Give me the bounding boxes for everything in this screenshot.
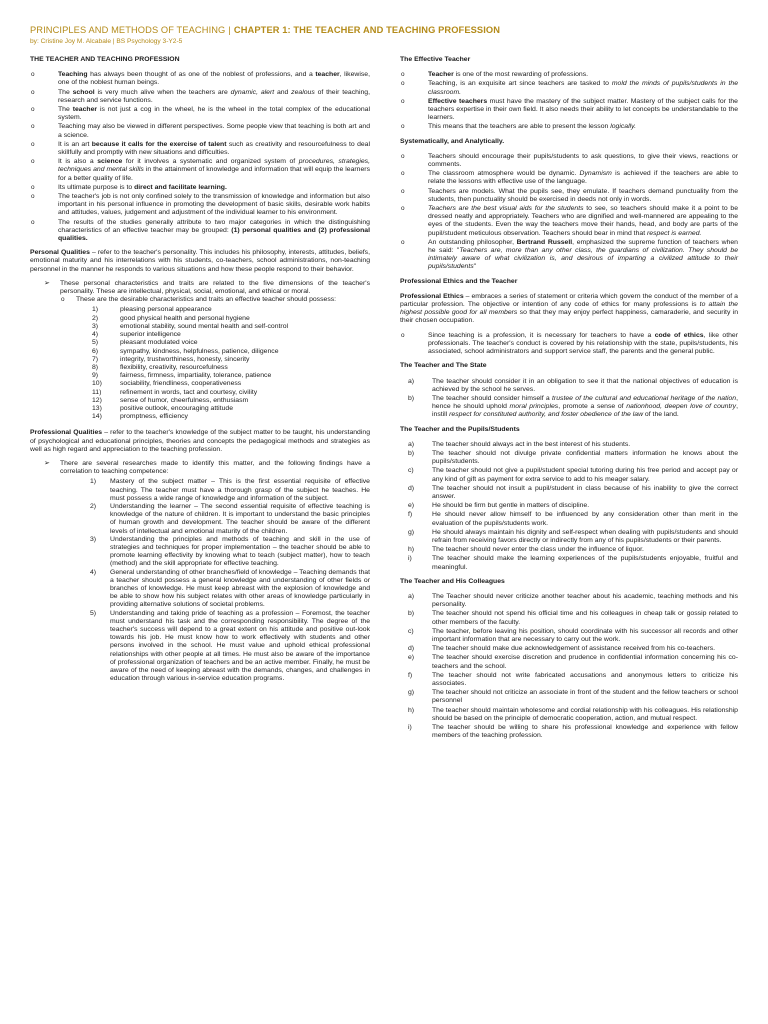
list-item: 13) positive outlook, encouraging attitude bbox=[92, 404, 233, 412]
list-item: 1) pleasing personal appearance bbox=[92, 306, 212, 314]
list-item: o The teacher is not just a cog in the wheel, he is the wheel in the total complex of the educational system. bbox=[30, 106, 370, 122]
desirable-traits-intro: These are the desirable characteristics and traits an effective teacher should possess: bbox=[76, 296, 337, 304]
list-item: g) The teacher should not criticize an associate in front of the student and the fellow teachers or school personnel bbox=[408, 689, 738, 705]
list-item: h) The teacher should maintain wholesome and cordial relationship with his colleagues. His relationship should be based on the principle of democratic cooperation, action, and mutual respect. bbox=[408, 706, 738, 722]
personal-qualities-list bbox=[30, 280, 370, 421]
professional-qualities-paragraph bbox=[30, 429, 370, 454]
section-title-effective-teacher: The Effective Teacher bbox=[400, 56, 471, 63]
list-item bbox=[60, 296, 370, 421]
list-item: o Teaching, is an exquisite art since teachers are tasked to mold the minds of pupils/students in the classroom. bbox=[400, 80, 738, 96]
list-item: e) He should be firm but gentle in matters of discipline. bbox=[408, 502, 590, 510]
list-item: o Teacher is one of the most rewarding of professions. bbox=[400, 71, 738, 79]
list-item: 9) fairness, firmness, impartiality, tolerance, patience bbox=[92, 372, 272, 380]
two-column-body bbox=[30, 56, 738, 1016]
personal-qualities-paragraph bbox=[30, 249, 370, 274]
professional-ethics-term: Professional Ethics bbox=[400, 292, 464, 300]
section-title-professional-ethics: Professional Ethics and the Teacher bbox=[400, 277, 518, 285]
list-item: f) He should never allow himself to be influenced by any consideration other than merit in the evaluation of the pupils/students work. bbox=[408, 511, 738, 527]
list-item: b) The teacher should not divulge private confidential matters information he knows about the pupils/students. bbox=[408, 449, 738, 466]
findings-intro: There are several researches made to identify this matter, and the following findings have a correlation to teaching competence: bbox=[60, 459, 370, 476]
list-item: a) The teacher should consider it in an obligation to see it that the national objectives of education is achieved by the school he serves. bbox=[408, 377, 738, 393]
list-item: o It is an art because it calls for the exercise of talent such as creativity and resourcefulness to deal skillfully and promptly with new situations and difficulties. bbox=[30, 141, 370, 157]
list-item: e) The teacher should exercise discretion and prudence in confidential information concerning his co-teachers and the school. bbox=[408, 654, 738, 670]
chapter-title: CHAPTER 1: THE TEACHER AND TEACHING PROFESSION bbox=[233, 25, 501, 35]
personal-qualities-term: Personal Qualities bbox=[30, 249, 90, 257]
list-item: o It is also a science for it involves a systematic and organized system of procedures, strategies, techniques and mental skills in the attainment of knowledge and information that will equip the learners for a better quality of life. bbox=[30, 158, 370, 183]
header-title-line bbox=[30, 24, 738, 36]
section-title-teacher-pupils: The Teacher and the Pupils/Students bbox=[400, 425, 520, 433]
personal-qualities-definition: – refer to the teacher's personality. This includes his philosophy, interests, attitudes, beliefs, emotional maturity and his interrelations with his students, co-teachers, school administrations, non-teaching personnel in the manner he responds to various situations and how these people respond to their behavior. bbox=[30, 249, 370, 273]
list-item: o Teaching may also be viewed in different perspectives. Some people view that teaching is both art and a science. bbox=[30, 123, 370, 139]
left-column bbox=[30, 56, 370, 689]
list-item: o An outstanding philosopher, Bertrand Russell, emphasized the supreme function of teachers when he said: "Teachers are, more than any other class, the guardians of civilization. They should be intimately aware of what civilization is, and desirous of imparting a civilized attitude to their pupils/students" bbox=[400, 239, 738, 272]
list-item: a) The teacher should always act in the best interest of his students. bbox=[408, 440, 631, 448]
author-byline: by: Cristine Joy M. Alcabale | BS Psychology 3-Y2-5 bbox=[30, 38, 183, 45]
list-item: 5) pleasant modulated voice bbox=[92, 339, 198, 347]
section-title-teacher-colleagues: The Teacher and His Colleagues bbox=[400, 577, 505, 585]
list-item: 4) General understanding of other branches/field of knowledge – Teaching demands that a teacher should possess a general knowledge and understanding of other fields or branches of knowledge. He must keep abreast with the explosion of knowledge and be able to show how his subject relates with other areas of knowledge particularly in providing alternative solutions of societal problems. bbox=[90, 568, 370, 609]
list-item: a) The Teacher should never criticize another teacher about his academic, teaching methods and his personality. bbox=[408, 592, 738, 609]
professional-ethics-paragraph: Professional Ethics – embraces a series of statement or criteria which govern the conduct of the member of a particular profession. The objective or intention of any code of ethics for many professions is to attain the highest possible good for all members so that they may enjoy perfect happiness, camaraderie, and security in their chosen occupation. bbox=[400, 292, 739, 325]
professional-qualities-definition: – refer to the teacher's knowledge of the subject matter to be taught, his understanding of psychological and educational principles, theories and concepts the pedagogical methods and strategies as well as high regard and appreciation to the teaching profession. bbox=[30, 429, 370, 453]
list-item: d) The teacher should not insult a pupil/student in class because of his inability to give the correct answer. bbox=[408, 484, 738, 500]
teacher-state-list bbox=[400, 378, 738, 420]
list-item: i) The teacher should make the learning experiences of the pupils/students enjoyable, fruitful and meaningful. bbox=[408, 555, 738, 571]
list-item: o This means that the teachers are able to present the lesson logically. bbox=[400, 123, 738, 131]
teacher-profession-list bbox=[30, 71, 370, 243]
list-item: b) The teacher should consider himself a trustee of the cultural and educational heritage of the nation, hence he should uphold moral principles, promote a sense of nationhood, deepen love of country, instill respect for constituted authority, and foster obedience of the law of the land. bbox=[408, 394, 739, 419]
list-item: i) The teacher should be willing to share his professional knowledge and experience with fellow members of the teaching profession. bbox=[408, 724, 738, 740]
systematic-list bbox=[400, 153, 738, 272]
list-item: 3) Understanding the principles and methods of teaching and skill in the use of strategies and techniques for proper implementation – the teacher should be able to promote learning effectivity by knowing what to teach (subject matter), how to teach (method) and the skill appropriate for effective teaching. bbox=[90, 535, 370, 568]
list-item: 3) emotional stability, sound mental health and self-control bbox=[92, 322, 289, 330]
list-item: 1) Mastery of the subject matter – This is the first essential requisite of effective teaching. The teacher must have a thorough grasp of the subject he teaches. He must possess a wide range of knowledge and information of the subject. bbox=[90, 478, 370, 502]
personal-dimensions-text: These personal characteristics and traits are related to the five dimensions of the teacher's personality. These are intellectual, physical, social, emotional, and ethical or moral. bbox=[60, 279, 370, 296]
list-item: 6) sympathy, kindness, helpfulness, patience, diligence bbox=[92, 347, 279, 355]
professional-qualities-list bbox=[30, 460, 370, 683]
list-item bbox=[30, 280, 370, 421]
list-item: f) The teacher should not write fabricated accusations and anonymous letters to criticize his associates. bbox=[408, 671, 738, 687]
teacher-colleagues-list bbox=[400, 593, 738, 740]
right-column bbox=[400, 56, 738, 746]
list-item: 12) sense of humor, cheerfulness, enthusiasm bbox=[92, 396, 249, 404]
list-item: o Its ultimate purpose is to direct and facilitate learning. bbox=[30, 184, 370, 192]
list-item: 11) refinement in words, tact and courtesy, civility bbox=[92, 388, 258, 396]
list-item: o Since teaching is a profession, it is necessary for teachers to have a code of ethics, like other professionals. The teacher's conduct is covered by his relationship with the state, pupils/students, his associated, school administrators and support service staff, the parents and the general public. bbox=[400, 332, 738, 357]
section-title-systematic: Systematically, and Analytically. bbox=[400, 137, 505, 145]
list-item: o Teachers are models. What the pupils see, they emulate. If teachers demand punctuality from the students, then punctuality should be exercised in deeds not only in words. bbox=[400, 188, 738, 204]
section-title-teacher-profession: THE TEACHER AND TEACHING PROFESSION bbox=[30, 56, 180, 63]
list-item bbox=[30, 460, 370, 683]
course-title: PRINCIPLES AND METHODS OF TEACHING bbox=[30, 25, 226, 35]
list-item: h) The teacher should never enter the class under the influence of liquor. bbox=[408, 546, 644, 554]
effective-teacher-list bbox=[400, 71, 738, 131]
list-item: 10) sociability, friendliness, cooperativeness bbox=[92, 380, 242, 388]
list-item: b) The teacher should not spend his official time and his colleagues in cheap talk or gossip related to other members of the faculty. bbox=[408, 610, 738, 626]
list-item: 2) good physical health and personal hygiene bbox=[92, 314, 250, 322]
section-title-teacher-state: The Teacher and The State bbox=[400, 362, 487, 370]
list-item: 8) flexibility, creativity, resourcefulness bbox=[92, 363, 228, 371]
list-item: d) The teacher should make due acknowledgement of assistance received from his co-teachers. bbox=[408, 645, 716, 653]
ethics-list bbox=[400, 332, 738, 357]
list-item: 2) Understanding the learner – The second essential requisite of effective teaching is knowledge of the nature of children. It is important to understand the basic principles of human growth and development. The teacher should be aware of the different levels of intellectual and emotional maturity of the children. bbox=[90, 502, 370, 535]
list-item: c) The teacher should not give a pupil/student special tutoring during his free period and accept pay or any kind of gift as payment for extra service to add to his meager salary. bbox=[408, 467, 738, 483]
desirable-traits-list bbox=[60, 296, 370, 421]
list-item: 4) superior intelligence bbox=[92, 331, 181, 339]
list-item: o The classroom atmosphere would be dynamic. Dynamism is achieved if the teachers are able to relate the lessons with effective use of the language. bbox=[400, 170, 738, 186]
list-item: o The school is very much alive when the teachers are dynamic, alert and zealous of their teaching, research and service functions. bbox=[30, 89, 370, 105]
list-item: o Teaching has always been thought of as one of the noblest of professions, and a teacher, likewise, one of the noblest human beings. bbox=[30, 71, 370, 87]
list-item: 14) promptness, efficiency bbox=[92, 413, 188, 421]
list-item: o The results of the studies generally attribute to two major categories in which the distinguishing characteristics of an effective teacher may be grouped: (1) personal qualities and (2) professional qualities. bbox=[30, 219, 370, 244]
list-item: c) The teacher, before leaving his position, should coordinate with his successor all records and other important information that are necessary to carry out the work. bbox=[408, 627, 738, 643]
document-header bbox=[30, 24, 738, 48]
list-item: o The teacher's job is not only confined solely to the transmission of knowledge and information but also important in his personal influence in promoting the development of basic skills, desirable work habits and attitudes, values, judgement and adjustment of the individual learner to his environment. bbox=[30, 193, 370, 218]
list-item: o Effective teachers must have the mastery of the subject matter. Mastery of the subject calls for the teachers expertise in their own field. It also needs their ability to let concepts be understandable to the learners. bbox=[400, 98, 738, 123]
list-item: o Teachers should encourage their pupils/students to ask questions, to give their views, reactions or comments. bbox=[400, 153, 738, 169]
header-separator: | bbox=[228, 25, 231, 35]
list-item: 5) Understanding and taking pride of teaching as a profession – Foremost, the teacher must understand his task and the corresponding responsibility. The degree of the teacher's success will depend to a great extent on his attitude and positive out-look towards his job. He must know how to work effectively with students and other persons involved in the school. He must value and uphold ethical professional relationships with other people at all times. He must also be aware of the importance of professional organization of teachers and be an active member. Finally, he must be aware of the need of keeping abreast with the demands, changes, and challenges in education through various in-service education programs. bbox=[90, 609, 370, 683]
list-item: 7) integrity, trustworthiness, honesty, sincerity bbox=[92, 355, 250, 363]
traits-numbered-list bbox=[76, 306, 370, 421]
list-item: o Teachers are the best visual aids for the students to see, so teachers should make it a point to be dressed neatly and appropriately. Teachers who are dignified and well-mannered are appealing to the eyes of the students. Even the way the teachers move their hands, head, and body are parts of the pupil/student meticulous observation. Teachers should bear in mind that respect is earned. bbox=[400, 205, 738, 238]
findings-numbered-list bbox=[60, 478, 370, 683]
professional-qualities-term: Professional Qualities bbox=[30, 429, 103, 437]
list-item: g) He should always maintain his dignity and self-respect when dealing with pupils/students and should refrain from receiving favors directly or indirectly from any of his pupils/students or their parents. bbox=[408, 528, 738, 544]
teacher-pupils-list bbox=[400, 441, 738, 572]
